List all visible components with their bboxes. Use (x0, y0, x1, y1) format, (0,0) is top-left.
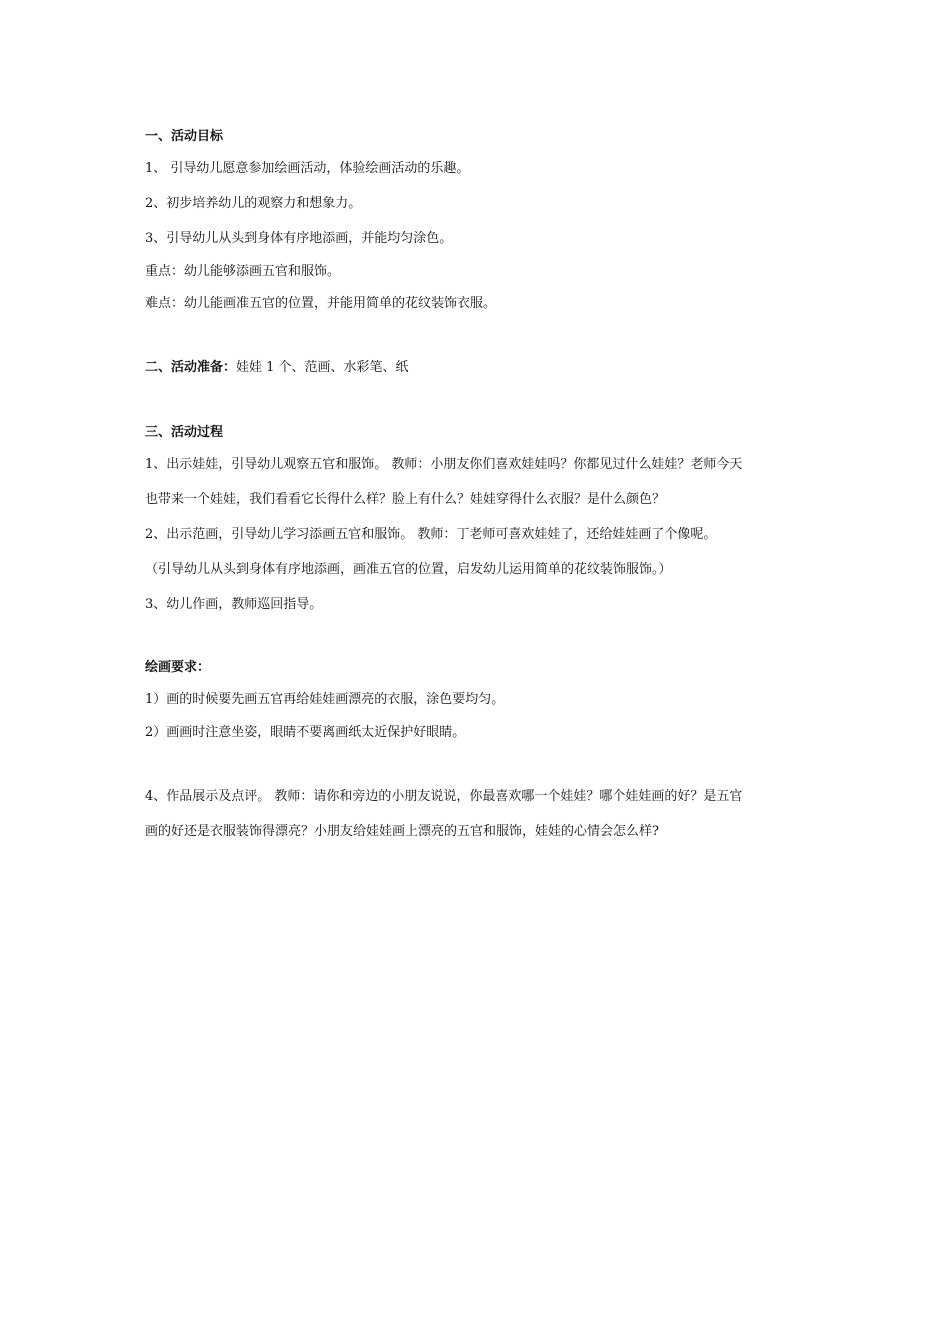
section1-heading: 一、活动目标 (145, 129, 224, 144)
requirement-1: 1）画的时候要先画五官再给娃娃画漂亮的衣服，涂色要均匀。 (145, 692, 505, 707)
step1-line2: 也带来一个娃娃，我们看看它长得什么样？脸上有什么？娃娃穿得什么衣服？是什么颜色？ (145, 492, 666, 507)
step2-note: （引导幼儿从头到身体有序地添画，画准五官的位置，启发幼儿运用简单的花纹装饰服饰。） (145, 562, 672, 577)
section2-heading: 二、活动准备： (145, 360, 237, 375)
step4-line2: 画的好还是衣服装饰得漂亮？小朋友给娃娃画上漂亮的五官和服饰，娃娃的心情会怎么样? (145, 824, 659, 839)
requirement-2: 2）画画时注意坐姿，眼睛不要离画纸太近保护好眼睛。 (145, 725, 466, 740)
goal-2: 2、初步培养幼儿的观察力和想象力。 (145, 196, 362, 211)
requirements-heading: 绘画要求： (145, 660, 211, 675)
key-point: 重点：幼儿能够添画五官和服饰。 (145, 264, 341, 279)
step2: 2、出示范画，引导幼儿学习添画五官和服饰。 教师：丁老师可喜欢娃娃了，还给娃娃画了个像呢。 (145, 527, 717, 542)
difficult-point: 难点：幼儿能画准五官的位置，并能用简单的花纹装饰衣服。 (145, 296, 497, 311)
section2-paragraph (145, 359, 825, 377)
materials-list: 娃娃 1 个、范画、水彩笔、纸 (236, 360, 409, 375)
section3-heading: 三、活动过程 (145, 425, 224, 440)
step1-line1: 1、出示娃娃，引导幼儿观察五官和服饰。 教师：小朋友你们喜欢娃娃吗？你都见过什么娃娃？老师今天 (145, 457, 743, 472)
step4-line1: 4、作品展示及点评。 教师：请你和旁边的小朋友说说，你最喜欢哪一个娃娃？哪个娃娃画的好？是五官 (145, 789, 743, 804)
goal-1: 1、 引导幼儿愿意参加绘画活动，体验绘画活动的乐趣。 (145, 161, 470, 176)
step3: 3、幼儿作画，教师巡回指导。 (145, 597, 323, 612)
goal-3: 3、引导幼儿从头到身体有序地添画，并能均匀涂色。 (145, 231, 453, 246)
